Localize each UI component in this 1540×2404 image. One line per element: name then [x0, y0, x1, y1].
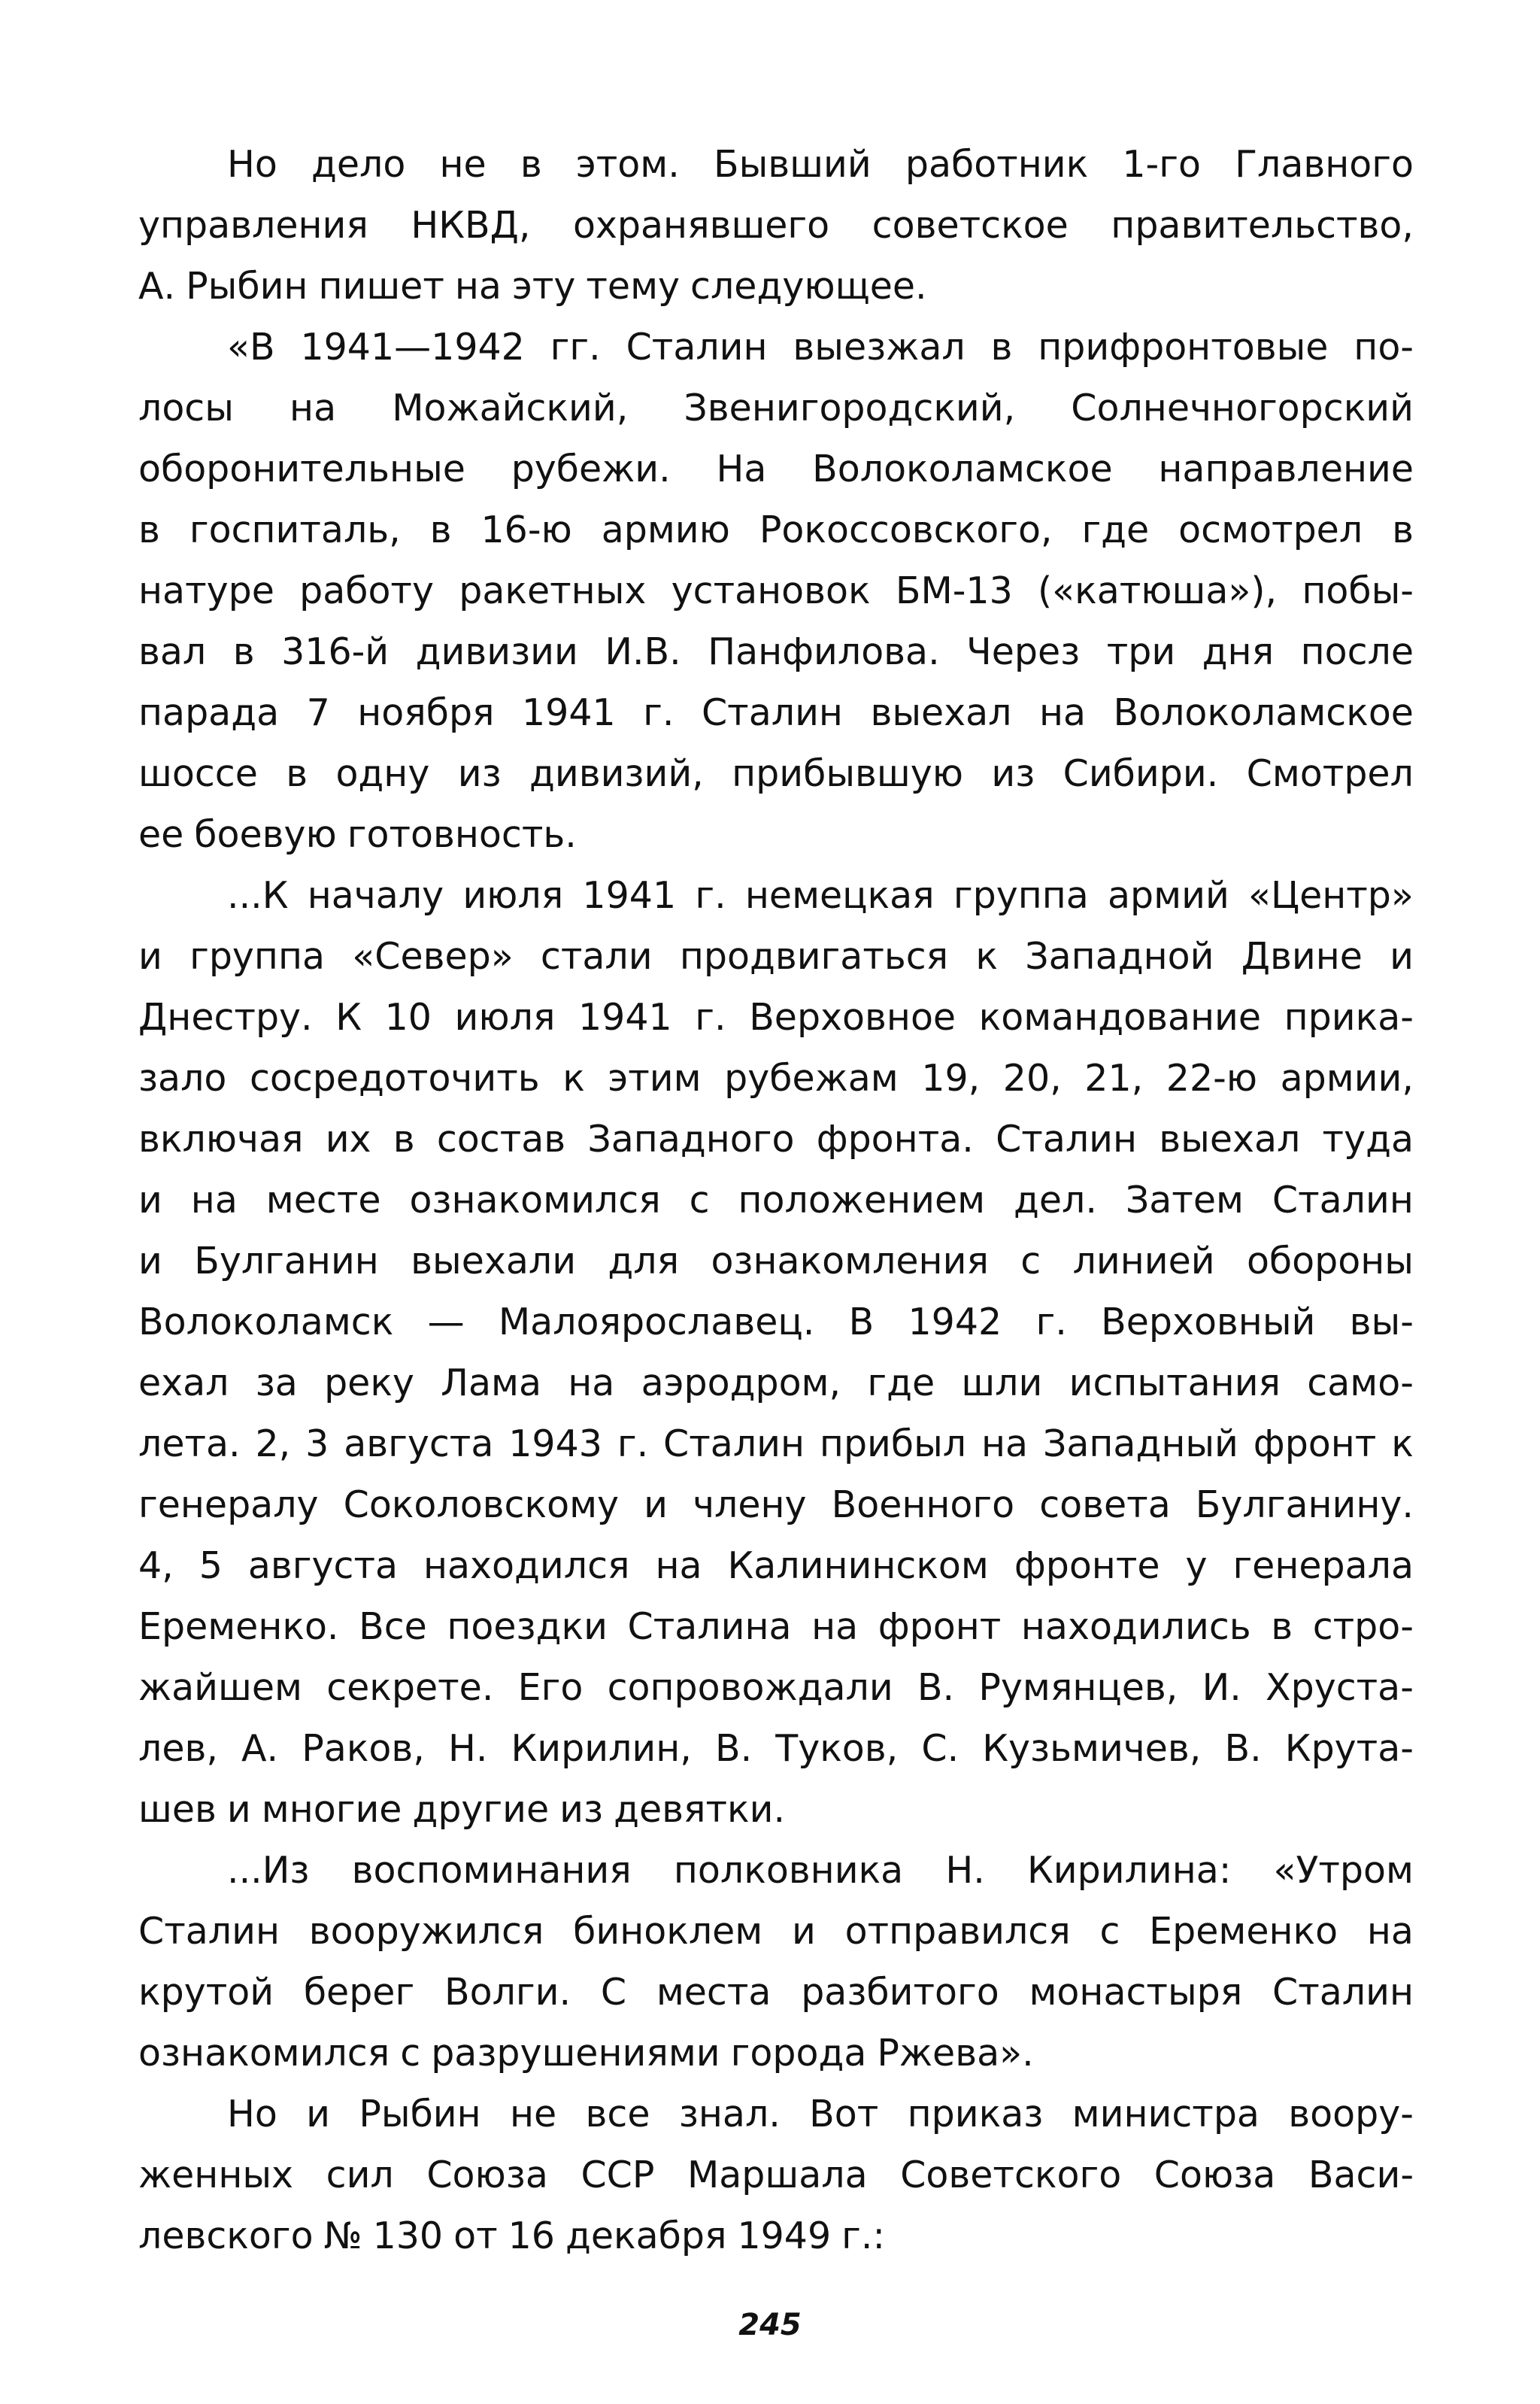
text-line: крутой берег Волги. С места разбитого монастыря Сталин — [138, 1971, 1414, 2014]
text-line: левского № 130 от 16 декабря 1949 г.: — [138, 2214, 885, 2257]
text-line: 4, 5 августа находился на Калининском фронте у генерала — [138, 1544, 1414, 1587]
text-line: «В 1941—1942 гг. Сталин выезжал в прифронтовые по- — [227, 326, 1414, 369]
paragraph — [138, 1840, 1414, 2084]
text-line: жайшем секрете. Его сопровождали В. Румянцев, И. Хруста- — [138, 1666, 1414, 1709]
text-line: ...К началу июля 1941 г. немецкая группа армий «Центр» — [227, 874, 1414, 917]
text-line: женных сил Союза ССР Маршала Советского Союза Васи- — [138, 2154, 1414, 2196]
text-line: управления НКВД, охранявшего советское правительство, — [138, 204, 1414, 247]
text-line: Днестру. К 10 июля 1941 г. Верховное командование прика- — [138, 996, 1414, 1039]
body-text — [138, 134, 1414, 2266]
text-line: Но дело не в этом. Бывший работник 1-го Главного — [227, 143, 1414, 186]
text-line: ...Из воспоминания полковника Н. Кирилина: «Утром — [227, 1849, 1414, 1892]
text-line: ознакомился с разрушениями города Ржева». — [138, 2032, 1034, 2075]
text-line: вал в 316-й дивизии И.В. Панфилова. Через три дня после — [138, 630, 1414, 673]
text-line: и на месте ознакомился с положением дел. Затем Сталин — [138, 1179, 1414, 1222]
text-line: оборонительные рубежи. На Волоколамское направление — [138, 448, 1414, 490]
text-line: лосы на Можайский, Звенигородский, Солнечногорский — [138, 387, 1414, 430]
text-line: включая их в состав Западного фронта. Сталин выехал туда — [138, 1118, 1414, 1161]
text-line: Волоколамск — Малоярославец. В 1942 г. Верховный вы- — [138, 1301, 1414, 1343]
paragraph — [138, 317, 1414, 865]
text-line: Сталин вооружился биноклем и отправился с Еременко на — [138, 1910, 1414, 1953]
text-line: ехал за реку Лама на аэродром, где шли испытания само- — [138, 1361, 1414, 1404]
text-line: зало сосредоточить к этим рубежам 19, 20, 21, 22-ю армии, — [138, 1057, 1414, 1100]
text-line: Еременко. Все поездки Сталина на фронт находились в стро- — [138, 1605, 1414, 1648]
text-line: Но и Рыбин не все знал. Вот приказ министра воору- — [227, 2093, 1414, 2135]
paragraph — [138, 134, 1414, 317]
text-line: шев и многие другие из девятки. — [138, 1788, 786, 1831]
text-line: лев, А. Раков, Н. Кирилин, В. Туков, С. Кузьмичев, В. Крута- — [138, 1727, 1414, 1770]
text-line: натуре работу ракетных установок БМ-13 («катюша»), побы- — [138, 569, 1414, 612]
text-line: ее боевую готовность. — [138, 813, 577, 856]
text-line: и группа «Север» стали продвигаться к Западной Двине и — [138, 935, 1414, 978]
text-line: шоссе в одну из дивизий, прибывшую из Сибири. Смотрел — [138, 752, 1414, 795]
paragraph — [138, 865, 1414, 1840]
paragraph — [138, 2084, 1414, 2266]
text-line: парада 7 ноября 1941 г. Сталин выехал на Волоколамское — [138, 691, 1414, 734]
text-line: лета. 2, 3 августа 1943 г. Сталин прибыл на Западный фронт к — [138, 1422, 1414, 1465]
text-line: генералу Соколовскому и члену Военного совета Булганину. — [138, 1483, 1414, 1526]
page-number: 245 — [738, 2308, 802, 2342]
text-line: в госпиталь, в 16-ю армию Рокоссовского, где осмотрел в — [138, 508, 1414, 551]
text-line: А. Рыбин пишет на эту тему следующее. — [138, 265, 927, 308]
text-line: и Булганин выехали для ознакомления с линией обороны — [138, 1240, 1414, 1282]
